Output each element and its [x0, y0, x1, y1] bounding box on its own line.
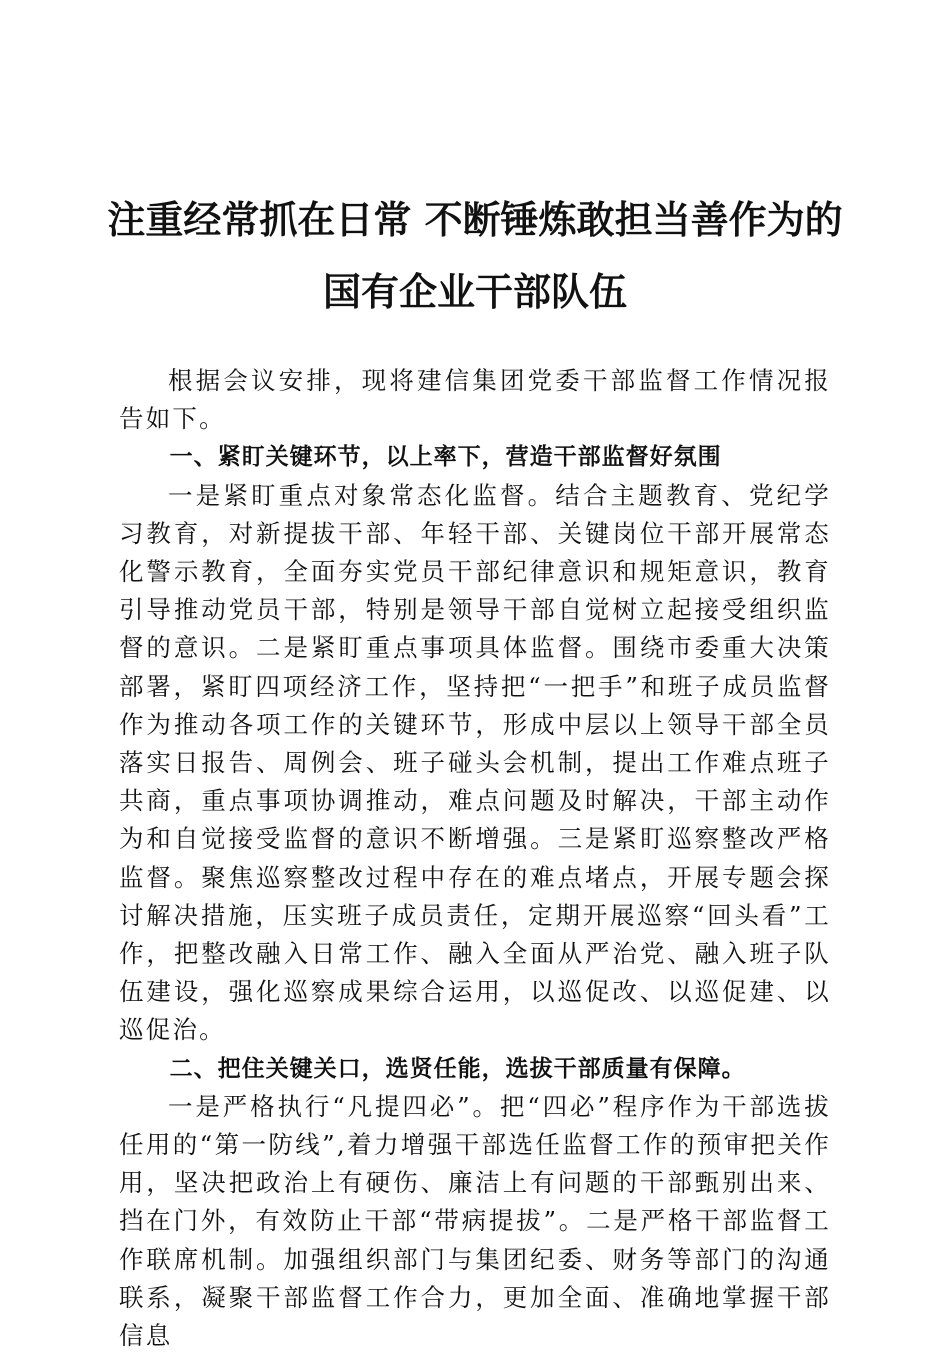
- section-1-paragraph: 一是紧盯重点对象常态化监督。结合主题教育、党纪学习教育，对新提拔干部、年轻干部、关键岗位干部开展常态化警示教育，全面夯实党员干部纪律意识和规矩意识，教育引导推动党员干部，特别是领导干部自觉树立起接受组织监督的意识。二是紧盯重点事项具体监督。围绕市委重大决策部署，紧盯四项经济工作，坚持把“一把手”和班子成员监督作为推动各项工作的关键环节，形成中层以上领导干部全员落实日报告、周例会、班子碰头会机制，提出工作难点班子共商，重点事项协调推动，难点问题及时解决，干部主动作为和自觉接受监督的意识不断增强。三是紧盯巡察整改严格监督。聚焦巡察整改过程中存在的难点堵点，开展专题会探讨解决措施，压实班子成员责任，定期开展巡察“回头看”工作，把整改融入日常工作、融入全面从严治党、融入班子队伍建设，强化巡察成果综合运用，以巡促改、以巡促建、以巡促治。: [119, 480, 831, 1045]
- section-2-heading: 二、把住关键关口，选贤任能，选拔干部质量有保障。: [169, 1055, 746, 1082]
- document-title-line-1: 注重经常抓在日常 不断锤炼敢担当善作为的: [107, 197, 843, 242]
- document-title-line-2: 国有企业干部队伍: [322, 269, 627, 314]
- document-body: [119, 362, 831, 1355]
- intro-paragraph: 根据会议安排，现将建信集团党委干部监督工作情况报告如下。: [119, 366, 831, 434]
- section-1-heading: 一、紧盯关键环节，以上率下，营造干部监督好氛围: [169, 444, 722, 471]
- section-2-paragraph: 一是严格执行“凡提四必”。把“四必”程序作为干部选拔任用的“第一防线”,着力增强干部选任监督工作的预审把关作用，坚决把政治上有硬伤、廉洁上有问题的干部甄别出来、挡在门外，有效防止干部“带病提拔”。二是严格干部监督工作联席机制。加强组织部门与集团纪委、财务等部门的沟通联系，凝聚干部监督工作合力，更加全面、准确地掌握干部信息: [119, 1091, 831, 1351]
